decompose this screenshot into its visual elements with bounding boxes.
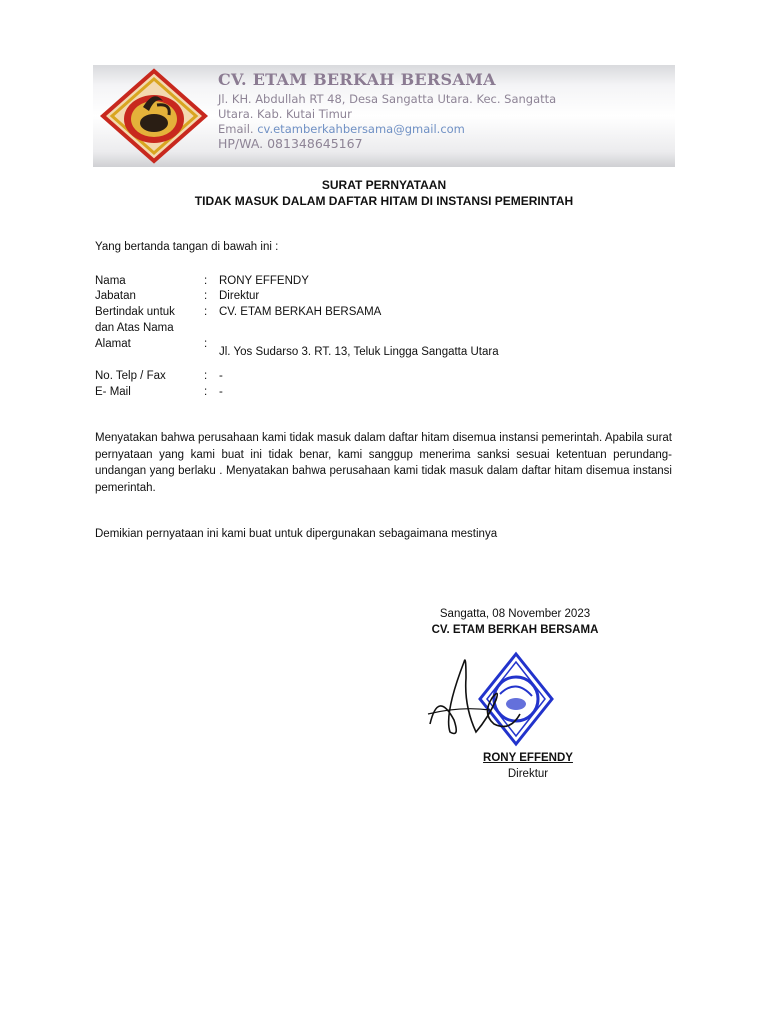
jabatan-separator: : (204, 290, 208, 302)
nama-label: Nama (95, 275, 126, 287)
nama-separator: : (204, 275, 208, 287)
letterhead (93, 65, 675, 167)
email-field-label: E- Mail (95, 386, 131, 398)
document-subtitle: TIDAK MASUK DALAM DAFTAR HITAM DI INSTANSI PEMERINTAH (194, 194, 574, 208)
jabatan-value: Direktur (219, 290, 260, 302)
signer-position: Direktur (507, 768, 549, 780)
alamat-value: Jl. Yos Sudarso 3. RT. 13, Teluk Lingga Sangatta Utara (219, 346, 499, 358)
address-line-2: Utara. Kab. Kutai Timur (218, 107, 352, 121)
place-date: Sangatta, 08 November 2023 (439, 608, 591, 620)
nama-value: RONY EFFENDY (219, 275, 309, 287)
signature-stamp-icon (420, 644, 566, 754)
phone-line: HP/WA. 081348645167 (218, 136, 363, 151)
telp-separator: : (204, 370, 208, 382)
email-field-value: - (219, 386, 223, 398)
address-line-1: Jl. KH. Abdullah RT 48, Desa Sangatta Utara. Kec. Sangatta (218, 92, 557, 106)
alamat-label: Alamat (95, 338, 131, 350)
company-logo-icon (99, 67, 209, 165)
bertindak-label-1: Bertindak untuk (95, 306, 175, 318)
signature-company: CV. ETAM BERKAH BERSAMA (431, 624, 599, 636)
email-field-separator: : (204, 386, 208, 398)
email-line (218, 122, 465, 136)
statement-paragraph: Menyatakan bahwa perusahaan kami tidak masuk dalam daftar hitam disemua instansi pemerintah. Apabila surat pernyataan yang kami buat ini tidak benar, kami sanggup menerima sanksi sesuai ketentuan perundang-undangan yang berlaku . Menyatakan bahwa perusahaan kami tidak masuk dalam daftar hitam disemua instansi pemerintah. (95, 432, 672, 494)
company-name: CV. ETAM BERKAH BERSAMA (218, 70, 496, 89)
signer-name: RONY EFFENDY (483, 752, 573, 764)
document-title: SURAT PERNYATAAN (321, 178, 447, 192)
telp-value: - (219, 370, 223, 382)
email-address: cv.etamberkahbersama@gmail.com (257, 122, 465, 136)
bertindak-separator: : (204, 306, 208, 318)
email-label: Email. (218, 122, 254, 136)
telp-label: No. Telp / Fax (95, 370, 166, 382)
closing-text: Demikian pernyataan ini kami buat untuk dipergunakan sebagaimana mestinya (95, 528, 498, 540)
bertindak-value: CV. ETAM BERKAH BERSAMA (219, 306, 382, 318)
jabatan-label: Jabatan (95, 290, 136, 302)
intro-text: Yang bertanda tangan di bawah ini : (95, 241, 279, 253)
alamat-separator: : (204, 338, 208, 350)
bertindak-label-2: dan Atas Nama (95, 322, 174, 334)
